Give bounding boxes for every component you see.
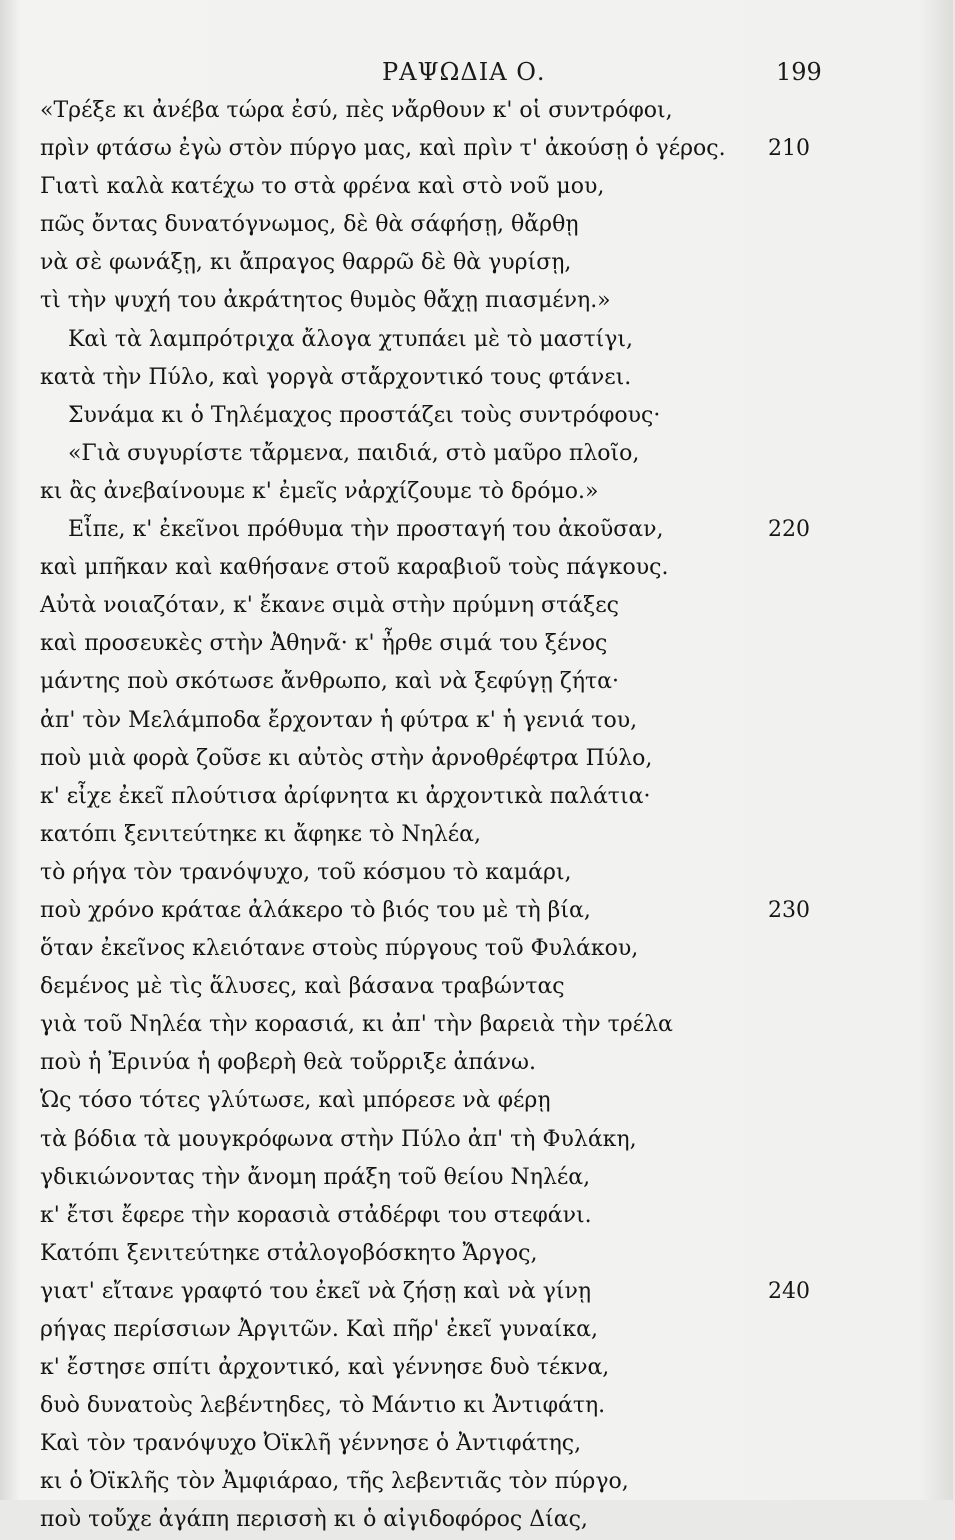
verse-line bbox=[40, 1273, 810, 1311]
verse-text: «Γιὰ συγυρίστε τἄρμενα, παιδιά, στὸ μαῦρο πλοῖο, bbox=[40, 440, 640, 466]
verse-line bbox=[40, 968, 810, 1006]
verse-line bbox=[40, 511, 810, 549]
verse-line bbox=[40, 778, 810, 816]
verse-text: καὶ μπῆκαν καὶ καθήσανε στοῦ καραβιοῦ τοὺς πάγκους. bbox=[40, 555, 669, 581]
verse-text: Κατόπι ξενιτεύτηκε στἀλογοβόσκητο Ἄργος, bbox=[40, 1240, 538, 1266]
verse-text: Συνάμα κι ὁ Τηλέμαχος προστάζει τοὺς συντρόφους· bbox=[40, 402, 661, 428]
verse-text: καὶ προσευκὲς στὴν Ἀθηνᾶ· κ' ἦρθε σιμά του ξένος bbox=[40, 631, 608, 657]
verse-text: ὅταν ἐκεῖνος κλειότανε στοὺς πύργους τοῦ Φυλάκου, bbox=[40, 936, 639, 962]
verse-text: κ' εἶχε ἐκεῖ πλούτισα ἀρίφνητα κι ἀρχοντικὰ παλάτια· bbox=[40, 783, 651, 809]
verse-text: κατόπι ξενιτεύτηκε κι ἄφηκε τὸ Νηλέα, bbox=[40, 821, 482, 847]
verse-line bbox=[40, 740, 810, 778]
verse-text: ποὺ τοὔχε ἀγάπη περισσὴ κι ὁ αἰγιδοφόρος Δίας, bbox=[40, 1507, 588, 1533]
verse-line bbox=[40, 1387, 810, 1425]
verse-line bbox=[40, 1501, 810, 1539]
verse-line bbox=[40, 1235, 810, 1273]
verse-line bbox=[40, 549, 810, 587]
verse-text: τὰ βόδια τὰ μουγκρόφωνα στὴν Πύλο ἀπ' τὴ Φυλάκη, bbox=[40, 1126, 637, 1152]
verse-line bbox=[40, 587, 810, 625]
verse-text: νὰ σὲ φωνάξῃ, κι ἄπραγος θαρρῶ δὲ θὰ γυρίσῃ, bbox=[40, 250, 572, 276]
verse-text: δυὸ δυνατοὺς λεβέντηδες, τὸ Μάντιο κι Ἀντιφάτη. bbox=[40, 1393, 606, 1419]
verse-text: Καὶ τὸν τρανόψυχο Ὀϊκλῆ γέννησε ὁ Ἀντιφάτης, bbox=[40, 1431, 582, 1457]
verse-text: γδικιώνοντας τὴν ἄνομη πράξη τοῦ θείου Νηλέα, bbox=[40, 1164, 591, 1190]
verse-text: κι ἂς ἀνεβαίνουμε κ' ἐμεῖς νἀρχίζουμε τὸ δρόμο.» bbox=[40, 478, 599, 504]
line-number: 230 bbox=[768, 897, 810, 923]
verse-line bbox=[40, 1425, 810, 1463]
verse-line bbox=[40, 1311, 810, 1349]
verse-line bbox=[40, 282, 810, 320]
verse-text: πῶς ὄντας δυνατόγνωμος, δὲ θὰ σάφήσῃ, θἄρθῃ bbox=[40, 212, 579, 238]
verse-text: γιατ' εἴτανε γραφτό του ἐκεῖ νὰ ζήσῃ καὶ νὰ γίνῃ bbox=[40, 1278, 592, 1304]
verse-line bbox=[40, 1349, 810, 1387]
verse-line bbox=[40, 702, 810, 740]
verse-text: ποὺ μιὰ φορὰ ζοῦσε κι αὐτὸς στὴν ἀρνοθρέφτρα Πύλο, bbox=[40, 745, 653, 771]
verse-text: Ὡς τόσο τότες γλύτωσε, καὶ μπόρεσε νὰ φέρῃ bbox=[40, 1088, 551, 1114]
verse-line bbox=[40, 397, 810, 435]
verse-line bbox=[40, 321, 810, 359]
verse-text: ποὺ χρόνο κράταε ἀλάκερο τὸ βιός του μὲ τὴ βία, bbox=[40, 897, 591, 923]
verse-line bbox=[40, 892, 810, 930]
line-number: 210 bbox=[768, 136, 810, 162]
verse-line bbox=[40, 816, 810, 854]
verse-text: ρήγας περίσσιων Ἀργιτῶν. Καὶ πῆρ' ἐκεῖ γυναίκα, bbox=[40, 1317, 598, 1342]
verse-line bbox=[40, 1082, 810, 1120]
verse-text: τὸ ρήγα τὸν τρανόψυχο, τοῦ κόσμου τὸ καμάρι, bbox=[40, 859, 572, 885]
verse-text: πρὶν φτάσω ἐγὼ στὸν πύργο μας, καὶ πρὶν τ' ἀκούσῃ ὁ γέρος. bbox=[40, 136, 726, 162]
verse-line bbox=[40, 1044, 810, 1082]
verse-text: κ' ἔτσι ἔφερε τὴν κορασιὰ στἀδέρφι του στεφάνι. bbox=[40, 1202, 592, 1228]
verse-text: μάντης ποὺ σκότωσε ἄνθρωπο, καὶ νὰ ξεφύγῃ ζήτα· bbox=[40, 669, 620, 695]
verse-line bbox=[40, 473, 810, 511]
line-number: 220 bbox=[768, 517, 810, 543]
verse-line bbox=[40, 854, 810, 892]
verse-line bbox=[40, 1197, 810, 1235]
verse-text: ποὺ ἡ Ἐρινύα ἡ φοβερὴ θεὰ τοὔρριξε ἀπάνω. bbox=[40, 1050, 536, 1076]
verse-text: τὶ τὴν ψυχή του ἀκράτητος θυμὸς θἄχῃ πιασμένη.» bbox=[40, 288, 611, 314]
verse-text: «Τρέξε κι ἀνέβα τώρα ἐσύ, πὲς νἄρθουν κ' οἱ συντρόφοι, bbox=[40, 98, 673, 123]
poem-text bbox=[40, 92, 810, 1540]
verse-line bbox=[40, 435, 810, 473]
verse-text: γιὰ τοῦ Νηλέα τὴν κορασιά, κι ἀπ' τὴν βαρειὰ τὴν τρέλα bbox=[40, 1012, 673, 1038]
verse-line bbox=[40, 930, 810, 968]
verse-text: Γιατὶ καλὰ κατέχω το στὰ φρένα καὶ στὸ νοῦ μου, bbox=[40, 174, 605, 200]
verse-text: κι ὁ Ὀϊκλῆς τὸν Ἀμφιάραο, τῆς λεβεντιᾶς τὸν πύργο, bbox=[40, 1469, 629, 1495]
verse-line bbox=[40, 206, 810, 244]
verse-line bbox=[40, 1006, 810, 1044]
verse-line bbox=[40, 625, 810, 663]
verse-text: κ' ἔστησε σπίτι ἀρχοντικό, καὶ γέννησε δυὸ τέκνα, bbox=[40, 1355, 610, 1381]
verse-line bbox=[40, 663, 810, 701]
verse-line bbox=[40, 92, 810, 130]
verse-line bbox=[40, 1121, 810, 1159]
verse-line bbox=[40, 1463, 810, 1501]
verse-line bbox=[40, 1159, 810, 1197]
verse-line bbox=[40, 130, 810, 168]
verse-text: Εἶπε, κ' ἐκεῖνοι πρόθυμα τὴν προσταγή του ἀκοῦσαν, bbox=[40, 517, 664, 543]
verse-text: Αὐτὰ νοιαζόταν, κ' ἔκανε σιμὰ στὴν πρύμνη στάξες bbox=[40, 593, 619, 619]
page-title: ΡΑΨΩΔΙΑ Ο. bbox=[382, 58, 546, 86]
page-number: 199 bbox=[776, 58, 822, 86]
verse-text: ἀπ' τὸν Μελάμποδα ἔρχονταν ἡ φύτρα κ' ἡ γενιά του, bbox=[40, 707, 638, 733]
verse-text: Καὶ τὰ λαμπρότριχα ἄλογα χτυπάει μὲ τὸ μαστίγι, bbox=[40, 326, 634, 352]
verse-text: δεμένος μὲ τὶς ἅλυσες, καὶ βάσανα τραβώντας bbox=[40, 974, 565, 1000]
verse-line bbox=[40, 244, 810, 282]
verse-text: κατὰ τὴν Πύλο, καὶ γοργὰ στἄρχοντικό τους φτάνει. bbox=[40, 364, 632, 390]
line-number: 240 bbox=[768, 1278, 810, 1304]
verse-line bbox=[40, 168, 810, 206]
verse-line bbox=[40, 359, 810, 397]
